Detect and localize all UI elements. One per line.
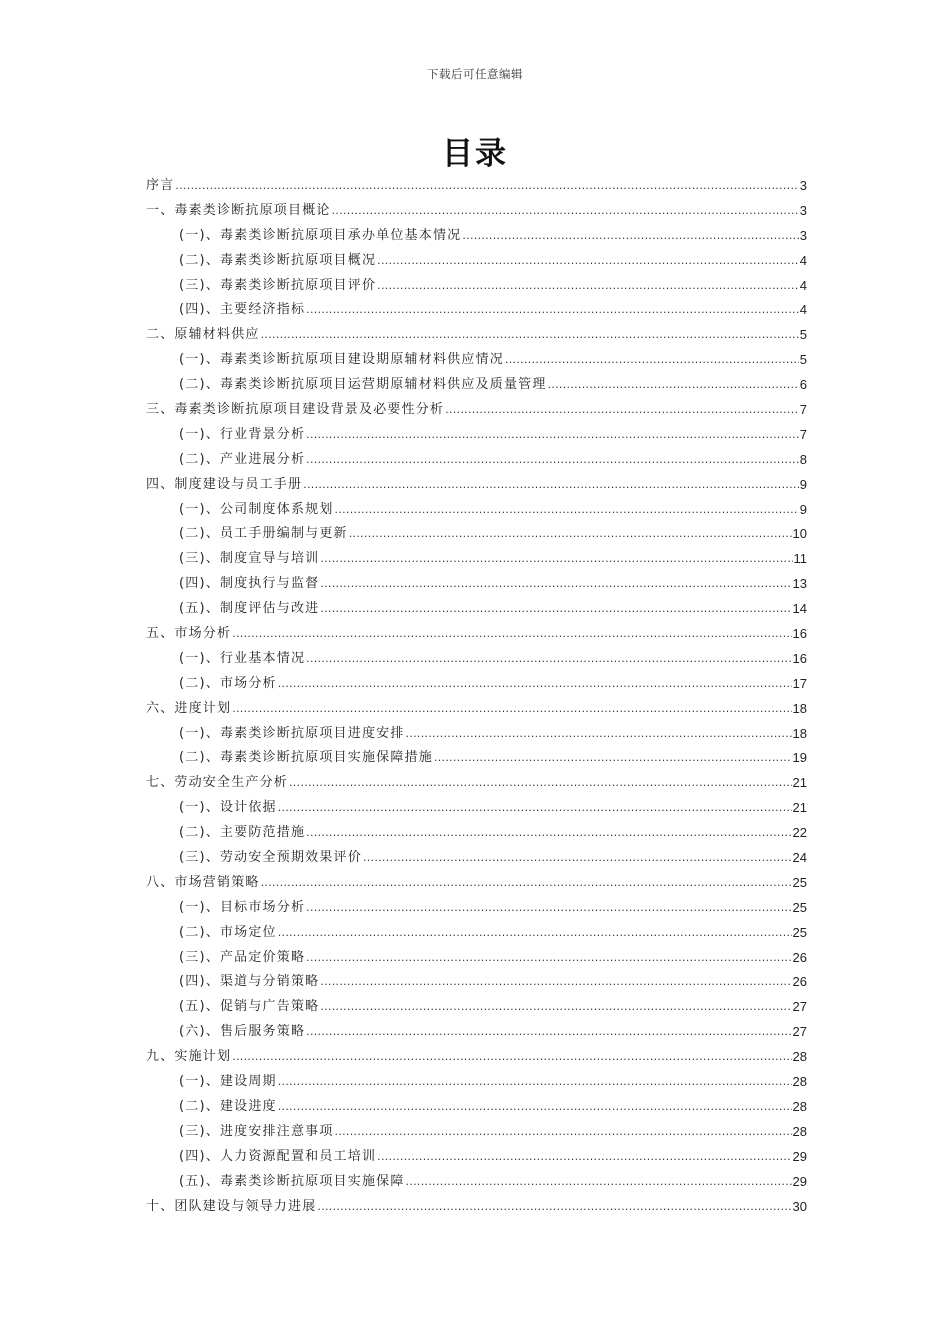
toc-dot-leader — [317, 1195, 791, 1220]
toc-entry[interactable] — [146, 722, 807, 747]
toc-entry[interactable] — [146, 1070, 807, 1095]
toc-entry[interactable] — [146, 871, 807, 896]
toc-entry-label: 六、进度计划 — [146, 700, 232, 716]
toc-entry-label: (五)、毒素类诊断抗原项目实施保障 — [179, 1173, 405, 1189]
toc-entry-label: (二)、主要防范措施 — [179, 825, 306, 841]
toc-entry[interactable] — [146, 995, 807, 1020]
toc-entry-page-number: 5 — [799, 352, 807, 368]
toc-entry-page-number: 27 — [792, 999, 807, 1015]
toc-entry-label: (二)、毒素类诊断抗原项目实施保障措施 — [179, 750, 433, 766]
toc-entry-label: (四)、制度执行与监督 — [179, 576, 320, 592]
toc-entry-page-number: 4 — [799, 277, 807, 293]
toc-dot-leader — [320, 572, 791, 597]
toc-entry-label: 七、劳动安全生产分析 — [146, 775, 289, 791]
toc-dot-leader — [377, 249, 799, 274]
toc-dot-leader — [320, 597, 791, 622]
toc-entry-page-number: 29 — [792, 1148, 807, 1164]
toc-entry[interactable] — [146, 498, 807, 523]
toc-entry-page-number: 19 — [792, 750, 807, 766]
toc-entry-page-number: 28 — [792, 1049, 807, 1065]
toc-entry-page-number: 3 — [799, 202, 807, 218]
toc-dot-leader — [306, 896, 791, 921]
toc-entry-page-number: 8 — [799, 451, 807, 467]
toc-entry-page-number: 18 — [792, 725, 807, 741]
toc-entry-label: 二、原辅材料供应 — [146, 327, 260, 343]
toc-entry-label: (二)、建设进度 — [179, 1098, 277, 1114]
toc-entry-page-number: 29 — [792, 1173, 807, 1189]
toc-dot-leader — [278, 796, 792, 821]
toc-entry-page-number: 5 — [799, 327, 807, 343]
toc-entry-page-number: 21 — [792, 800, 807, 816]
toc-entry-page-number: 24 — [792, 850, 807, 866]
toc-entry-page-number: 14 — [792, 601, 807, 617]
toc-entry-label: (一)、毒素类诊断抗原项目建设期原辅材料供应情况 — [179, 352, 504, 368]
toc-entry-page-number: 26 — [792, 949, 807, 965]
toc-entry-label: 十、团队建设与领导力进展 — [146, 1198, 317, 1214]
toc-entry[interactable] — [146, 1145, 807, 1170]
toc-entry[interactable] — [146, 224, 807, 249]
toc-entry-label: (一)、建设周期 — [179, 1074, 277, 1090]
toc-entry[interactable] — [146, 921, 807, 946]
toc-entry-label: (一)、目标市场分析 — [179, 899, 306, 915]
toc-dot-leader — [232, 622, 791, 647]
toc-entry-page-number: 16 — [792, 650, 807, 666]
toc-entry[interactable] — [146, 672, 807, 697]
toc-dot-leader — [335, 498, 799, 523]
toc-dot-leader — [278, 921, 792, 946]
toc-entry[interactable] — [146, 896, 807, 921]
toc-dot-leader — [406, 722, 792, 747]
toc-entry[interactable] — [146, 423, 807, 448]
toc-entry-page-number: 18 — [792, 700, 807, 716]
toc-entry[interactable] — [146, 622, 807, 647]
toc-entry-page-number: 28 — [792, 1123, 807, 1139]
toc-entry-page-number: 25 — [792, 924, 807, 940]
toc-dot-leader — [261, 871, 792, 896]
toc-entry-label: (三)、毒素类诊断抗原项目评价 — [179, 277, 377, 293]
toc-entry[interactable] — [146, 771, 807, 796]
toc-entry-label: (二)、产业进展分析 — [179, 451, 306, 467]
toc-entry-label: (五)、制度评估与改进 — [179, 601, 320, 617]
toc-dot-leader — [175, 174, 798, 199]
toc-entry[interactable] — [146, 398, 807, 423]
toc-dot-leader — [306, 821, 791, 846]
toc-entry-page-number: 7 — [799, 426, 807, 442]
page-header: 下载后可任意编辑 — [427, 67, 523, 81]
toc-entry-page-number: 7 — [799, 402, 807, 417]
page-title: 目录 — [442, 136, 508, 172]
toc-entry-page-number: 27 — [792, 1024, 807, 1040]
toc-entry[interactable] — [146, 249, 807, 274]
toc-entry-label: 序言 — [146, 177, 175, 193]
toc-dot-leader — [232, 1045, 791, 1070]
toc-entry[interactable] — [146, 1095, 807, 1120]
toc-entry[interactable] — [146, 796, 807, 821]
toc-dot-leader — [349, 522, 792, 547]
toc-entry-label: (一)、公司制度体系规划 — [179, 501, 334, 517]
toc-entry-label: 九、实施计划 — [146, 1049, 232, 1065]
toc-dot-leader — [306, 647, 791, 672]
toc-entry-page-number: 11 — [793, 551, 807, 567]
toc-entry-label: (一)、毒素类诊断抗原项目承办单位基本情况 — [179, 227, 462, 243]
toc-dot-leader — [278, 1070, 792, 1095]
toc-entry-label: (一)、行业基本情况 — [179, 650, 306, 666]
toc-entry[interactable] — [146, 298, 807, 323]
toc-entry-label: (四)、渠道与分销策略 — [179, 974, 320, 990]
toc-entry[interactable] — [146, 971, 807, 996]
toc-entry[interactable] — [146, 697, 807, 722]
toc-entry-page-number: 28 — [792, 1098, 807, 1114]
toc-dot-leader — [320, 995, 791, 1020]
toc-entry-label: (四)、主要经济指标 — [179, 302, 306, 318]
toc-dot-leader — [306, 298, 799, 323]
toc-dot-leader — [335, 1120, 792, 1145]
toc-entry-page-number: 30 — [792, 1198, 807, 1214]
toc-entry[interactable] — [146, 373, 807, 398]
toc-entry-label: (五)、促销与广告策略 — [179, 999, 320, 1015]
toc-entry-page-number: 13 — [792, 576, 807, 592]
toc-dot-leader — [320, 547, 792, 572]
toc-entry[interactable] — [146, 522, 807, 547]
toc-entry-page-number: 28 — [792, 1074, 807, 1090]
toc-entry-label: 八、市场营销策略 — [146, 874, 260, 890]
toc-entry-page-number: 21 — [792, 775, 807, 791]
toc-entry-page-number: 9 — [799, 501, 807, 517]
toc-dot-leader — [306, 423, 799, 448]
toc-entry-page-number: 22 — [792, 825, 807, 841]
toc-entry[interactable] — [146, 199, 807, 224]
toc-entry[interactable] — [146, 448, 807, 473]
toc-entry-page-number: 26 — [792, 974, 807, 990]
toc-dot-leader — [505, 348, 799, 373]
toc-entry-page-number: 4 — [799, 302, 807, 318]
toc-entry-label: (四)、人力资源配置和员工培训 — [179, 1148, 377, 1164]
toc-entry[interactable] — [146, 597, 807, 622]
toc-entry-label: (一)、设计依据 — [179, 800, 277, 816]
toc-entry[interactable] — [146, 547, 807, 572]
toc-entry-label: (二)、员工手册编制与更新 — [179, 526, 348, 542]
toc-entry-label: (三)、劳动安全预期效果评价 — [179, 850, 362, 866]
toc-entry-label: (一)、毒素类诊断抗原项目进度安排 — [179, 725, 405, 741]
toc-entry-page-number: 4 — [799, 252, 807, 268]
toc-dot-leader — [306, 448, 799, 473]
toc-dot-leader — [377, 274, 799, 299]
toc-entry[interactable] — [146, 274, 807, 299]
toc-entry-page-number: 16 — [792, 626, 807, 642]
toc-entry[interactable] — [146, 1170, 807, 1195]
toc-dot-leader — [232, 697, 791, 722]
toc-entry-label: (二)、市场定位 — [179, 924, 277, 940]
toc-dot-leader — [306, 946, 791, 971]
toc-entry[interactable] — [146, 846, 807, 871]
toc-entry[interactable] — [146, 1120, 807, 1145]
toc-dot-leader — [332, 199, 799, 224]
toc-entry-page-number: 9 — [799, 476, 807, 492]
toc-entry[interactable] — [146, 1020, 807, 1045]
toc-entry-page-number: 17 — [792, 675, 807, 691]
toc-dot-leader — [289, 771, 792, 796]
toc-entry[interactable] — [146, 1045, 807, 1070]
toc-dot-leader — [434, 746, 792, 771]
toc-entry[interactable] — [146, 746, 807, 771]
toc-dot-leader — [278, 1095, 792, 1120]
toc-entry-label: (六)、售后服务策略 — [179, 1024, 306, 1040]
toc-dot-leader — [377, 1145, 791, 1170]
toc-entry[interactable] — [146, 323, 807, 348]
toc-dot-leader — [320, 970, 791, 995]
toc-entry[interactable] — [146, 647, 807, 672]
toc-entry-label: (一)、行业背景分析 — [179, 426, 306, 442]
toc-dot-leader — [261, 323, 799, 348]
toc-entry-label: 五、市场分析 — [146, 626, 232, 642]
toc-dot-leader — [445, 398, 799, 423]
toc-dot-leader — [306, 1020, 791, 1045]
toc-entry[interactable] — [146, 348, 807, 373]
toc-entry-label: (二)、毒素类诊断抗原项目概况 — [179, 252, 377, 268]
toc-entry-label: (二)、毒素类诊断抗原项目运营期原辅材料供应及质量管理 — [179, 377, 547, 393]
toc-entry-page-number: 6 — [799, 377, 807, 393]
toc-dot-leader — [406, 1170, 792, 1195]
toc-dot-leader — [278, 672, 792, 697]
toc-entry-page-number: 3 — [799, 177, 807, 193]
toc-entry-label: (三)、产品定价策略 — [179, 949, 306, 965]
toc-entry-page-number: 3 — [799, 227, 807, 243]
toc-dot-leader — [303, 473, 799, 498]
table-of-contents — [146, 174, 807, 1219]
toc-dot-leader — [462, 224, 798, 249]
toc-entry[interactable] — [146, 572, 807, 597]
toc-entry-page-number: 10 — [792, 526, 807, 542]
toc-entry-label: 四、制度建设与员工手册 — [146, 476, 303, 492]
toc-entry-label: 三、毒素类诊断抗原项目建设背景及必要性分析 — [146, 402, 445, 417]
toc-entry[interactable] — [146, 174, 807, 199]
toc-entry-label: (三)、进度安排注意事项 — [179, 1123, 334, 1139]
toc-entry[interactable] — [146, 1195, 807, 1220]
toc-entry-label: (三)、制度宣导与培训 — [179, 551, 320, 567]
toc-entry-label: 一、毒素类诊断抗原项目概论 — [146, 202, 331, 218]
toc-entry[interactable] — [146, 473, 807, 498]
toc-dot-leader — [363, 846, 792, 871]
toc-dot-leader — [548, 373, 799, 398]
toc-entry[interactable] — [146, 946, 807, 971]
toc-entry-label: (二)、市场分析 — [179, 675, 277, 691]
toc-entry-page-number: 25 — [792, 874, 807, 890]
toc-entry[interactable] — [146, 821, 807, 846]
toc-entry-page-number: 25 — [792, 899, 807, 915]
